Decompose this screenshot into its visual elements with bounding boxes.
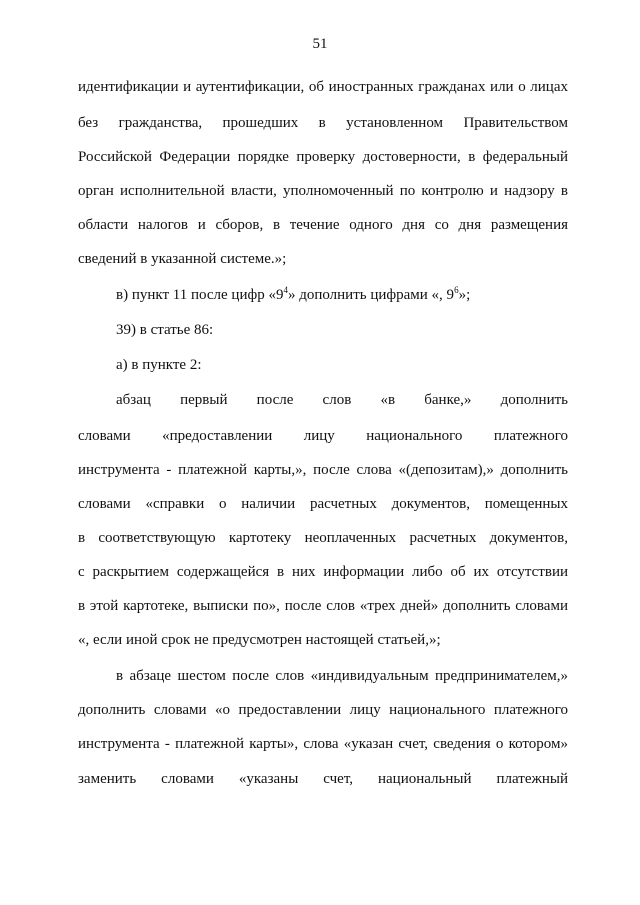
text-line: инструмента - платежной карты», слова «указан счет, сведения о котором» — [78, 736, 568, 752]
text-line: заменить словами «указаны счет, национальный платежный — [78, 771, 568, 787]
text-line: идентификации и аутентификации, об иностранных гражданах или о лицах — [78, 79, 568, 95]
text-line: сведений в указанной системе.»; — [78, 251, 287, 267]
text-line: в этой картотеке, выписки по», после слов «трех дней» дополнить словами — [78, 598, 568, 614]
item-v-after: »; — [458, 287, 471, 303]
text-line: в соответствующую картотеку неоплаченных расчетных документов, — [78, 530, 568, 546]
text-line: области налогов и сборов, в течение одного дня со дня размещения — [78, 217, 568, 233]
text-line: с раскрытием содержащейся в них информации либо об их отсутствии — [78, 564, 568, 580]
page-number: 51 — [312, 36, 328, 52]
text-line: в абзаце шестом после слов «индивидуальным предпринимателем,» — [116, 668, 568, 684]
superscript-4: 4 — [283, 285, 288, 295]
text-line: словами «предоставлении лицу национального платежного — [78, 428, 568, 444]
text-line: абзац первый после слов «в банке,» дополнить — [116, 392, 568, 408]
text-line: без гражданства, прошедших в установленном Правительством — [78, 115, 568, 131]
text-line: орган исполнительной власти, уполномоченный по контролю и надзору в — [78, 183, 568, 199]
text-line: «, если иной срок не предусмотрен настоящей статьей,»; — [78, 632, 441, 648]
item-v-line — [116, 285, 568, 305]
item-v-middle: » дополнить цифрами «, 9 — [287, 287, 455, 303]
text-line: Российской Федерации порядке проверку достоверности, в федеральный — [78, 149, 568, 165]
text-line: словами «справки о наличии расчетных документов, помещенных — [78, 496, 568, 512]
text-line: а) в пункте 2: — [116, 357, 202, 373]
text-line: 39) в статье 86: — [116, 322, 214, 338]
text-line: инструмента - платежной карты,», после слова «(депозитам),» дополнить — [78, 462, 568, 478]
superscript-6: 6 — [454, 285, 459, 295]
item-v-before: в) пункт 11 после цифр «9 — [116, 287, 284, 303]
text-line: дополнить словами «о предоставлении лицу национального платежного — [78, 702, 568, 718]
